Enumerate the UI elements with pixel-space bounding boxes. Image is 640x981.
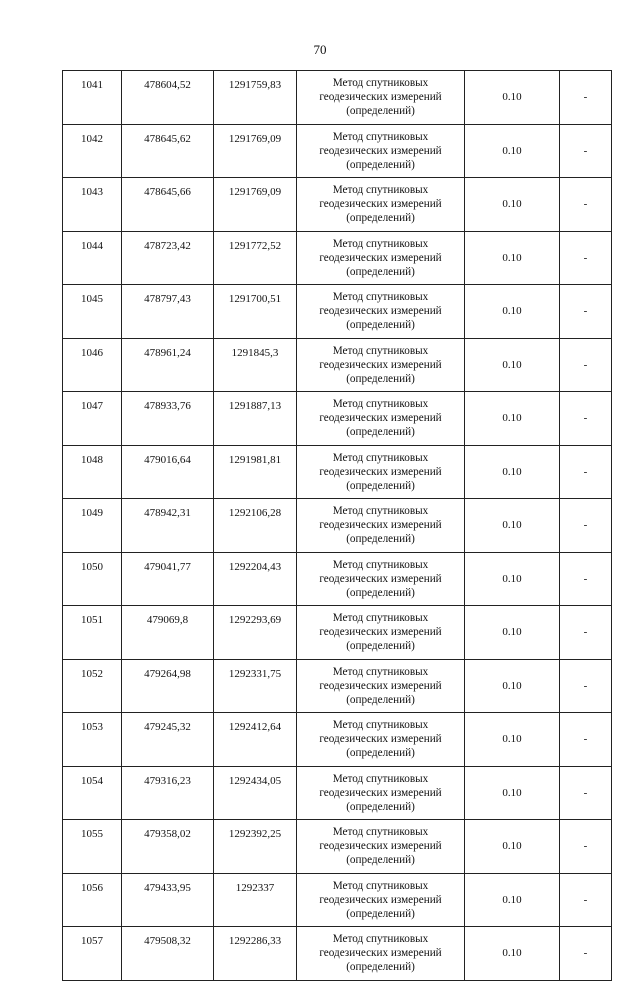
point-number-cell: 1056	[63, 873, 122, 927]
method-line: Метод спутниковых	[332, 665, 429, 678]
method-cell	[297, 606, 465, 660]
table-row	[63, 124, 612, 178]
method-line: геодезических измерений	[319, 91, 442, 104]
accuracy-cell: 0.10	[465, 766, 560, 820]
method-line: Метод спутниковых	[332, 77, 429, 90]
method-line: геодезических измерений	[319, 519, 442, 532]
coord-y-cell: 1291845,3	[214, 338, 297, 392]
method-line: геодезических измерений	[319, 947, 442, 960]
coord-x-cell: 479264,98	[122, 659, 214, 713]
coord-x-cell: 478645,62	[122, 124, 214, 178]
method-cell	[297, 713, 465, 767]
method-line: Метод спутниковых	[332, 558, 429, 571]
method-line: Метод спутниковых	[332, 933, 429, 946]
method-cell	[297, 124, 465, 178]
table-row	[63, 927, 612, 981]
method-line: геодезических измерений	[319, 840, 442, 853]
page-number: 70	[313, 42, 327, 57]
method-line: геодезических измерений	[319, 679, 442, 692]
accuracy-cell: 0.10	[465, 873, 560, 927]
point-number-cell: 1049	[63, 499, 122, 553]
table-row	[63, 71, 612, 125]
coord-x-cell: 479358,02	[122, 820, 214, 874]
table-body	[63, 71, 612, 981]
coord-y-cell: 1292286,33	[214, 927, 297, 981]
method-line: Метод спутниковых	[332, 237, 429, 250]
method-cell	[297, 392, 465, 446]
method-line: (определений)	[346, 747, 415, 760]
point-number-cell: 1041	[63, 71, 122, 125]
method-cell	[297, 71, 465, 125]
method-cell	[297, 285, 465, 339]
method-line: Метод спутниковых	[332, 451, 429, 464]
method-line: (определений)	[346, 105, 415, 118]
method-line: геодезических измерений	[319, 198, 442, 211]
point-number-cell: 1053	[63, 713, 122, 767]
accuracy-cell: 0.10	[465, 178, 560, 232]
table-row	[63, 713, 612, 767]
method-line: Метод спутниковых	[332, 291, 429, 304]
method-line: (определений)	[346, 800, 415, 813]
accuracy-cell: 0.10	[465, 552, 560, 606]
method-cell	[297, 338, 465, 392]
method-line: Метод спутниковых	[332, 719, 429, 732]
point-number-cell: 1051	[63, 606, 122, 660]
method-line: геодезических измерений	[319, 733, 442, 746]
method-line: Метод спутниковых	[332, 184, 429, 197]
point-number-cell: 1045	[63, 285, 122, 339]
note-cell: -	[560, 231, 612, 285]
method-cell	[297, 873, 465, 927]
method-cell	[297, 927, 465, 981]
method-line: геодезических измерений	[319, 305, 442, 318]
method-line: геодезических измерений	[319, 786, 442, 799]
coord-y-cell: 1292331,75	[214, 659, 297, 713]
note-cell: -	[560, 873, 612, 927]
method-line: Метод спутниковых	[332, 344, 429, 357]
note-cell: -	[560, 178, 612, 232]
coord-y-cell: 1291769,09	[214, 178, 297, 232]
accuracy-cell: 0.10	[465, 71, 560, 125]
coord-y-cell: 1292204,43	[214, 552, 297, 606]
coord-x-cell: 478942,31	[122, 499, 214, 553]
method-cell	[297, 820, 465, 874]
accuracy-cell: 0.10	[465, 231, 560, 285]
method-line: Метод спутниковых	[332, 772, 429, 785]
table-row	[63, 231, 612, 285]
method-line: геодезических измерений	[319, 412, 442, 425]
point-number-cell: 1052	[63, 659, 122, 713]
note-cell: -	[560, 445, 612, 499]
method-line: (определений)	[346, 961, 415, 974]
method-line: Метод спутниковых	[332, 505, 429, 518]
accuracy-cell: 0.10	[465, 713, 560, 767]
table-row	[63, 659, 612, 713]
method-line: (определений)	[346, 693, 415, 706]
method-cell	[297, 499, 465, 553]
coord-x-cell: 478933,76	[122, 392, 214, 446]
coord-y-cell: 1292337	[214, 873, 297, 927]
coord-y-cell: 1292412,64	[214, 713, 297, 767]
method-line: геодезических измерений	[319, 358, 442, 371]
accuracy-cell: 0.10	[465, 392, 560, 446]
method-cell	[297, 659, 465, 713]
note-cell: -	[560, 766, 612, 820]
method-line: Метод спутниковых	[332, 612, 429, 625]
method-cell	[297, 178, 465, 232]
method-line: (определений)	[346, 479, 415, 492]
coord-y-cell: 1291887,13	[214, 392, 297, 446]
table-row	[63, 873, 612, 927]
method-line: (определений)	[346, 426, 415, 439]
method-line: геодезических измерений	[319, 465, 442, 478]
method-cell	[297, 445, 465, 499]
table-row	[63, 445, 612, 499]
method-line: (определений)	[346, 212, 415, 225]
accuracy-cell: 0.10	[465, 445, 560, 499]
method-line: геодезических измерений	[319, 144, 442, 157]
method-line: (определений)	[346, 319, 415, 332]
method-cell	[297, 766, 465, 820]
point-number-cell: 1048	[63, 445, 122, 499]
coord-x-cell: 479433,95	[122, 873, 214, 927]
coord-y-cell: 1292293,69	[214, 606, 297, 660]
coordinates-table	[62, 70, 612, 981]
accuracy-cell: 0.10	[465, 499, 560, 553]
accuracy-cell: 0.10	[465, 606, 560, 660]
coord-x-cell: 478604,52	[122, 71, 214, 125]
coord-x-cell: 478797,43	[122, 285, 214, 339]
note-cell: -	[560, 552, 612, 606]
method-line: (определений)	[346, 533, 415, 546]
coord-x-cell: 479245,32	[122, 713, 214, 767]
method-line: геодезических измерений	[319, 626, 442, 639]
point-number-cell: 1043	[63, 178, 122, 232]
method-line: (определений)	[346, 854, 415, 867]
note-cell: -	[560, 820, 612, 874]
coord-y-cell: 1291700,51	[214, 285, 297, 339]
note-cell: -	[560, 499, 612, 553]
coord-y-cell: 1292434,05	[214, 766, 297, 820]
coord-y-cell: 1291759,83	[214, 71, 297, 125]
point-number-cell: 1054	[63, 766, 122, 820]
table-row	[63, 285, 612, 339]
method-line: (определений)	[346, 265, 415, 278]
accuracy-cell: 0.10	[465, 124, 560, 178]
table-row	[63, 499, 612, 553]
method-line: (определений)	[346, 907, 415, 920]
method-line: (определений)	[346, 372, 415, 385]
table-row	[63, 392, 612, 446]
coord-y-cell: 1291769,09	[214, 124, 297, 178]
note-cell: -	[560, 285, 612, 339]
method-line: (определений)	[346, 158, 415, 171]
accuracy-cell: 0.10	[465, 285, 560, 339]
coord-x-cell: 479016,64	[122, 445, 214, 499]
accuracy-cell: 0.10	[465, 338, 560, 392]
note-cell: -	[560, 606, 612, 660]
table-row	[63, 820, 612, 874]
coord-x-cell: 478961,24	[122, 338, 214, 392]
method-line: (определений)	[346, 586, 415, 599]
method-line: геодезических измерений	[319, 893, 442, 906]
coord-x-cell: 478645,66	[122, 178, 214, 232]
coord-y-cell: 1291772,52	[214, 231, 297, 285]
table-row	[63, 552, 612, 606]
coord-x-cell: 478723,42	[122, 231, 214, 285]
coord-y-cell: 1291981,81	[214, 445, 297, 499]
point-number-cell: 1044	[63, 231, 122, 285]
coord-x-cell: 479041,77	[122, 552, 214, 606]
method-cell	[297, 231, 465, 285]
method-line: Метод спутниковых	[332, 398, 429, 411]
note-cell: -	[560, 71, 612, 125]
note-cell: -	[560, 392, 612, 446]
note-cell: -	[560, 713, 612, 767]
accuracy-cell: 0.10	[465, 820, 560, 874]
coord-x-cell: 479508,32	[122, 927, 214, 981]
table-row	[63, 606, 612, 660]
point-number-cell: 1046	[63, 338, 122, 392]
note-cell: -	[560, 124, 612, 178]
table-row	[63, 178, 612, 232]
note-cell: -	[560, 659, 612, 713]
accuracy-cell: 0.10	[465, 927, 560, 981]
coord-x-cell: 479316,23	[122, 766, 214, 820]
method-line: Метод спутниковых	[332, 826, 429, 839]
method-cell	[297, 552, 465, 606]
point-number-cell: 1055	[63, 820, 122, 874]
method-line: геодезических измерений	[319, 251, 442, 264]
coord-y-cell: 1292106,28	[214, 499, 297, 553]
method-line: геодезических измерений	[319, 572, 442, 585]
point-number-cell: 1042	[63, 124, 122, 178]
method-line: (определений)	[346, 640, 415, 653]
method-line: Метод спутниковых	[332, 130, 429, 143]
table-row	[63, 766, 612, 820]
point-number-cell: 1047	[63, 392, 122, 446]
method-line: Метод спутниковых	[332, 879, 429, 892]
note-cell: -	[560, 927, 612, 981]
accuracy-cell: 0.10	[465, 659, 560, 713]
coord-x-cell: 479069,8	[122, 606, 214, 660]
note-cell: -	[560, 338, 612, 392]
coord-y-cell: 1292392,25	[214, 820, 297, 874]
point-number-cell: 1057	[63, 927, 122, 981]
table-row	[63, 338, 612, 392]
point-number-cell: 1050	[63, 552, 122, 606]
